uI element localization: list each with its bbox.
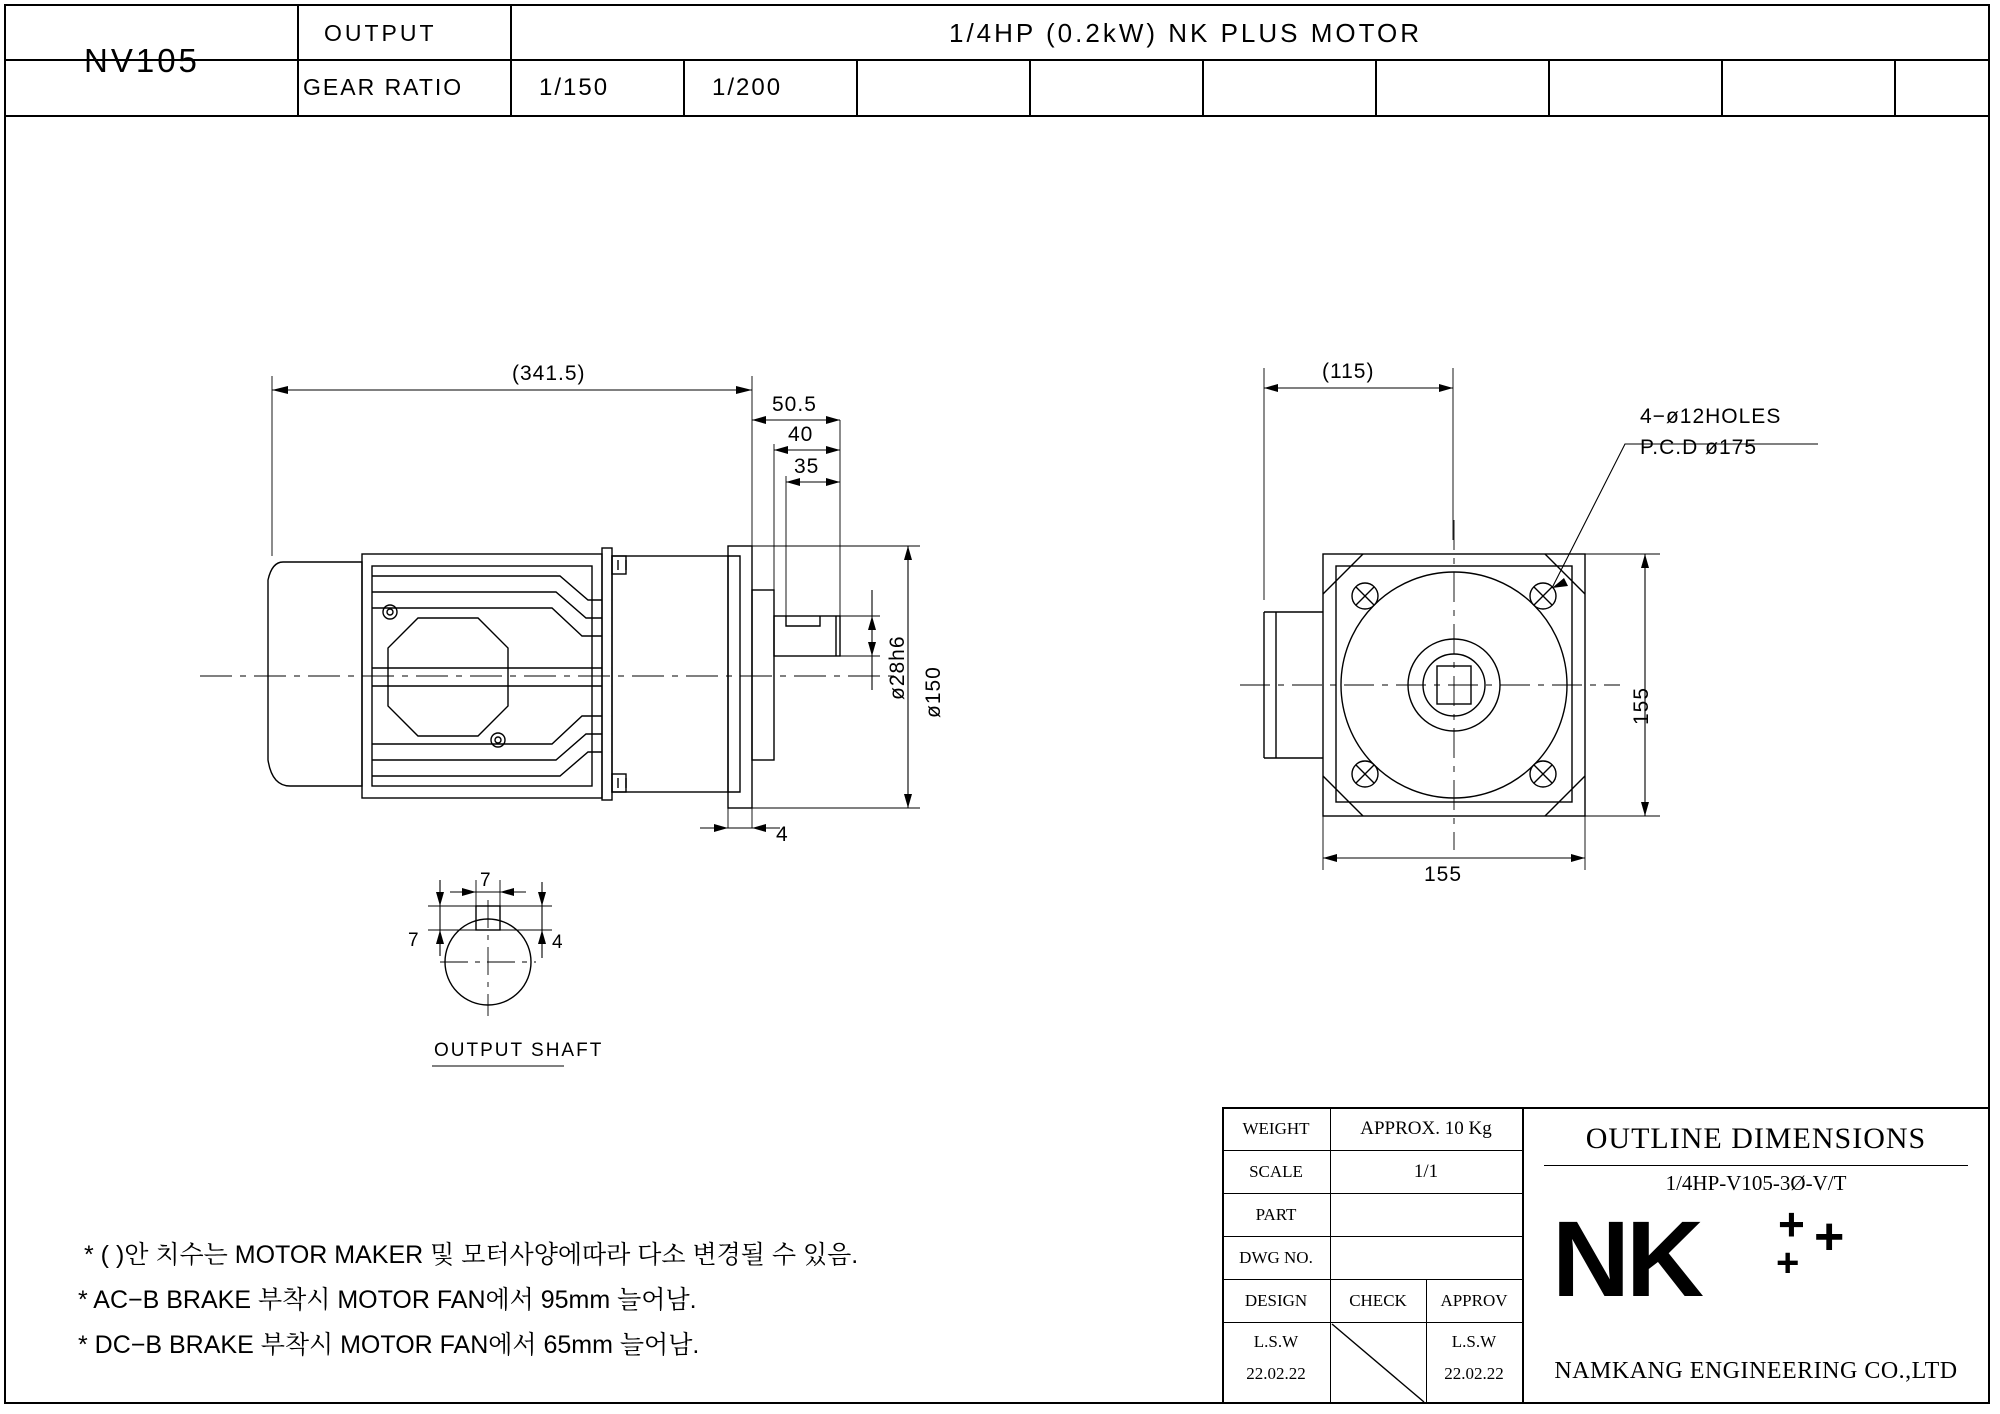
bolt-holes-note-line1: 4−ø12HOLES bbox=[1640, 405, 1782, 428]
dim-flange-diameter: ø150 bbox=[922, 666, 945, 718]
dim-4: 4 bbox=[776, 823, 789, 846]
shaft-detail-caption: OUTPUT SHAFT bbox=[434, 1040, 604, 1061]
company-name: NAMKANG ENGINEERING CO.,LTD bbox=[1554, 1357, 1958, 1384]
nk-logo: NK bbox=[1552, 1198, 1700, 1319]
dim-50-5: 50.5 bbox=[772, 393, 817, 416]
motor-bolt-tl bbox=[383, 605, 397, 619]
logo-plus-bottom: + bbox=[1776, 1241, 1800, 1285]
dim-front-width-paren: (115) bbox=[1322, 360, 1375, 383]
gear-ratio-1: 1/200 bbox=[712, 74, 783, 101]
check-label: CHECK bbox=[1349, 1290, 1407, 1310]
terminal-top bbox=[612, 556, 626, 574]
dim-35: 35 bbox=[794, 455, 820, 478]
fin-5 bbox=[372, 734, 602, 760]
approv-date: 22.02.22 bbox=[1444, 1364, 1504, 1383]
dim-key-depth: 4 bbox=[552, 932, 564, 953]
approv-name: L.S.W bbox=[1451, 1332, 1497, 1351]
drawing-subtitle: 1/4HP-V105-3Ø-V/T bbox=[1665, 1170, 1847, 1195]
dim-front-width: 155 bbox=[1424, 863, 1463, 886]
drawing-title: OUTLINE DIMENSIONS bbox=[1585, 1122, 1927, 1155]
bolt-hole-leader bbox=[1552, 444, 1818, 588]
model-name: NV105 bbox=[84, 42, 200, 79]
dim-overall-length: (341.5) bbox=[512, 362, 586, 385]
note-0: * ( )안 치수는 MOTOR MAKER 및 모터사양에따라 다소 변경될 수 있음. bbox=[84, 1241, 859, 1269]
gearbox-body bbox=[612, 556, 728, 792]
fin-3 bbox=[372, 608, 602, 636]
note-2: * DC−B BRAKE 부착시 MOTOR FAN에서 65mm 늘어남. bbox=[78, 1331, 700, 1359]
design-name: L.S.W bbox=[1253, 1332, 1299, 1351]
bolt-holes-note-line2: P.C.D ø175 bbox=[1640, 436, 1757, 459]
dim-40: 40 bbox=[788, 423, 814, 446]
gear-ratio-label: GEAR RATIO bbox=[303, 74, 464, 100]
title-block bbox=[1222, 1107, 1990, 1404]
design-label: DESIGN bbox=[1244, 1290, 1308, 1310]
weight-value: APPROX. 10 Kg bbox=[1360, 1117, 1492, 1139]
flange-hub bbox=[752, 590, 774, 760]
motor-bolt-br bbox=[491, 733, 505, 747]
dim-shaft-diameter: ø28h6 bbox=[886, 635, 909, 700]
output-label: OUTPUT bbox=[324, 20, 437, 46]
fin-6 bbox=[372, 716, 602, 744]
dim-front-height: 155 bbox=[1630, 686, 1653, 725]
shaft-keyway bbox=[786, 616, 820, 626]
gearbox-step bbox=[728, 556, 740, 792]
dim-key-width: 7 bbox=[480, 870, 492, 891]
output-shaft bbox=[774, 616, 840, 656]
note-1: * AC−B BRAKE 부착시 MOTOR FAN에서 95mm 늘어남. bbox=[78, 1286, 697, 1314]
scale-value: 1/1 bbox=[1413, 1160, 1439, 1182]
logo-plus-right: + bbox=[1814, 1208, 1845, 1266]
design-date: 22.02.22 bbox=[1246, 1364, 1306, 1383]
motor-flange-plate bbox=[602, 548, 612, 800]
fin-4 bbox=[372, 752, 602, 776]
weight-label: WEIGHT bbox=[1242, 1118, 1310, 1138]
dim-key-left: 7 bbox=[408, 930, 420, 951]
motor-center-octagon bbox=[388, 618, 508, 736]
part-label: PART bbox=[1255, 1204, 1297, 1224]
scale-label: SCALE bbox=[1249, 1161, 1303, 1181]
logo-plus-top: + bbox=[1778, 1198, 1805, 1250]
approv-label: APPROV bbox=[1440, 1290, 1508, 1310]
output-value: 1/4HP (0.2kW) NK PLUS MOTOR bbox=[949, 18, 1423, 48]
dwg-no-label: DWG NO. bbox=[1239, 1247, 1313, 1267]
fin-2 bbox=[372, 592, 602, 618]
fin-1 bbox=[372, 576, 602, 600]
gear-ratio-0: 1/150 bbox=[539, 74, 610, 101]
terminal-bottom bbox=[612, 774, 626, 792]
fan-cover bbox=[268, 562, 362, 786]
